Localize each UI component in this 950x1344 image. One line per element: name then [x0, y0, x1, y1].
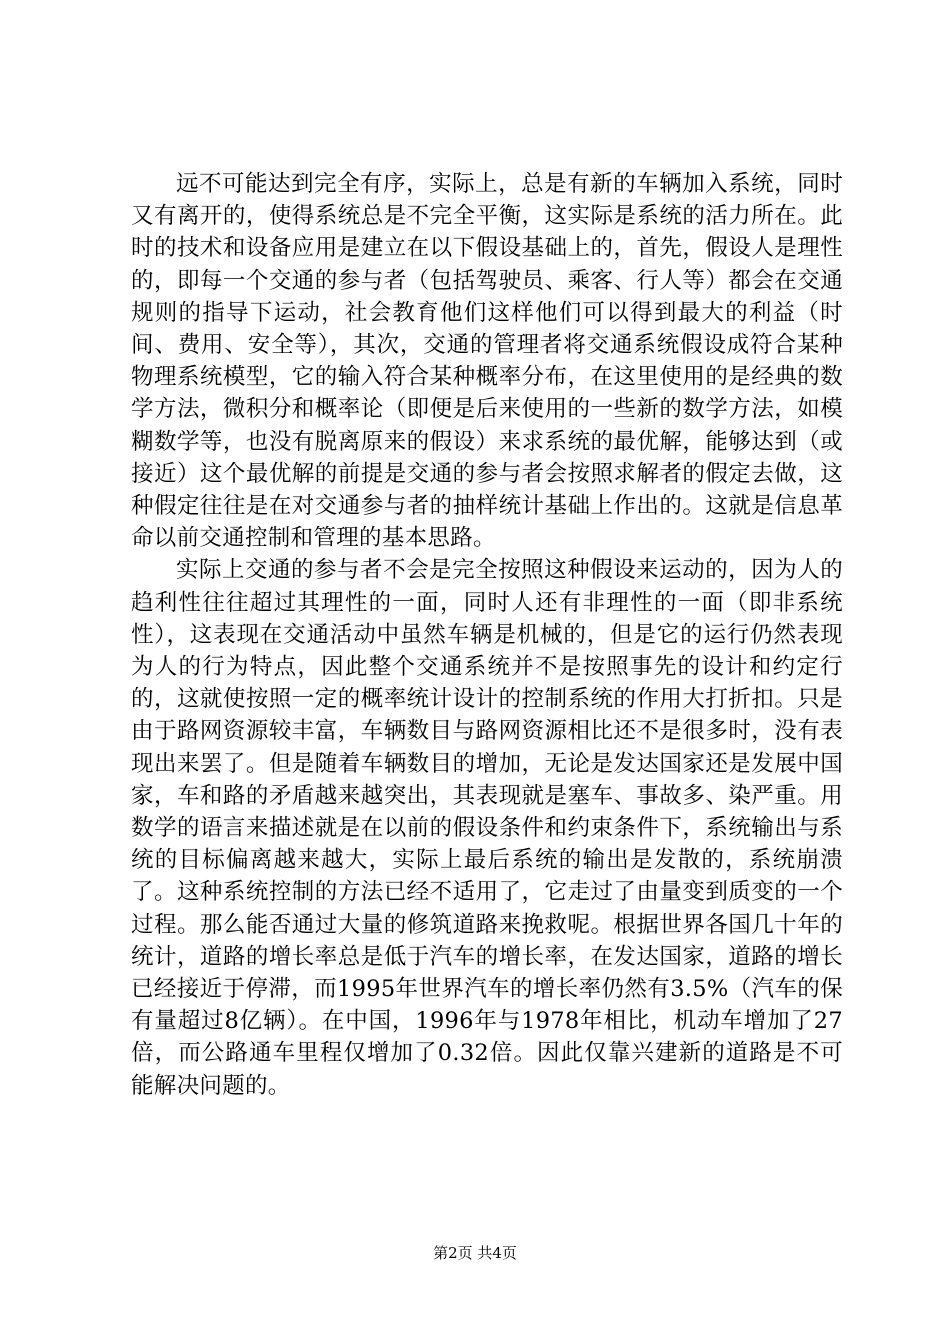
paragraph: 实际上交通的参与者不会是完全按照这种假设来运动的，因为人的趋利性往往超过其理性的一面，同时人还有非理性的一面（即非系统性），这表现在交通活动中虽然车辆是机械的，但是它的运行仍然表现为人的行为特点，因此整个交通系统并不是按照事先的设计和约定行的，这就使按照一定的概率统计设计的控制系统的作用大打折扣。只是由于路网资源较丰富，车辆数目与路网资源相比还不是很多时，没有表现出来罢了。但是随着车辆数目的增加，无论是发达国家还是发展中国家，车和路的矛盾越来越突出，其表现就是塞车、事故多、染严重。用数学的语言来描述就是在以前的假设条件和约束条件下，系统输出与系统的目标偏离越来越大，实际上最后系统的输出是发散的，系统崩溃了。这种系统控制的方法已经不适用了，它走过了由量变到质变的一个过程。那么能否通过大量的修筑道路来挽救呢。根据世界各国几十年的统计，道路的增长率总是低于汽车的增长率，在发达国家，道路的增长已经接近于停滞，而1995年世界汽车的增长率仍然有3.5%（汽车的保有量超过8亿辆）。在中国，1996年与1978年相比，机动车增加了27倍，而公路通车里程仅增加了0.32倍。因此仅靠兴建新的道路是不可能解决问题的。	[131, 557, 843, 1099]
page-number-footer: 第2页 共4页	[433, 1244, 517, 1262]
paragraph: 远不可能达到完全有序，实际上，总是有新的车辆加入系统，同时又有离开的，使得系统总是不完全平衡，这实际是系统的活力所在。此时的技术和设备应用是建立在以下假设基础上的，首先，假设人是理性的，即每一个交通的参与者（包括驾驶员、乘客、行人等）都会在交通规则的指导下运动，社会教育他们这样他们可以得到最大的利益（时间、费用、安全等），其次，交通的管理者将交通系统假设成符合某种物理系统模型，它的输入符合某种概率分布，在这里使用的是经典的数学方法，微积分和概率论（即便是后来使用的一些新的数学方法，如模糊数学等，也没有脱离原来的假设）来求系统的最优解，能够达到（或接近）这个最优解的前提是交通的参与者会按照求解者的假定去做，这种假定往往是在对交通参与者的抽样统计基础上作出的。这就是信息革命以前交通控制和管理的基本思路。	[131, 171, 843, 552]
document-body	[131, 168, 843, 1102]
